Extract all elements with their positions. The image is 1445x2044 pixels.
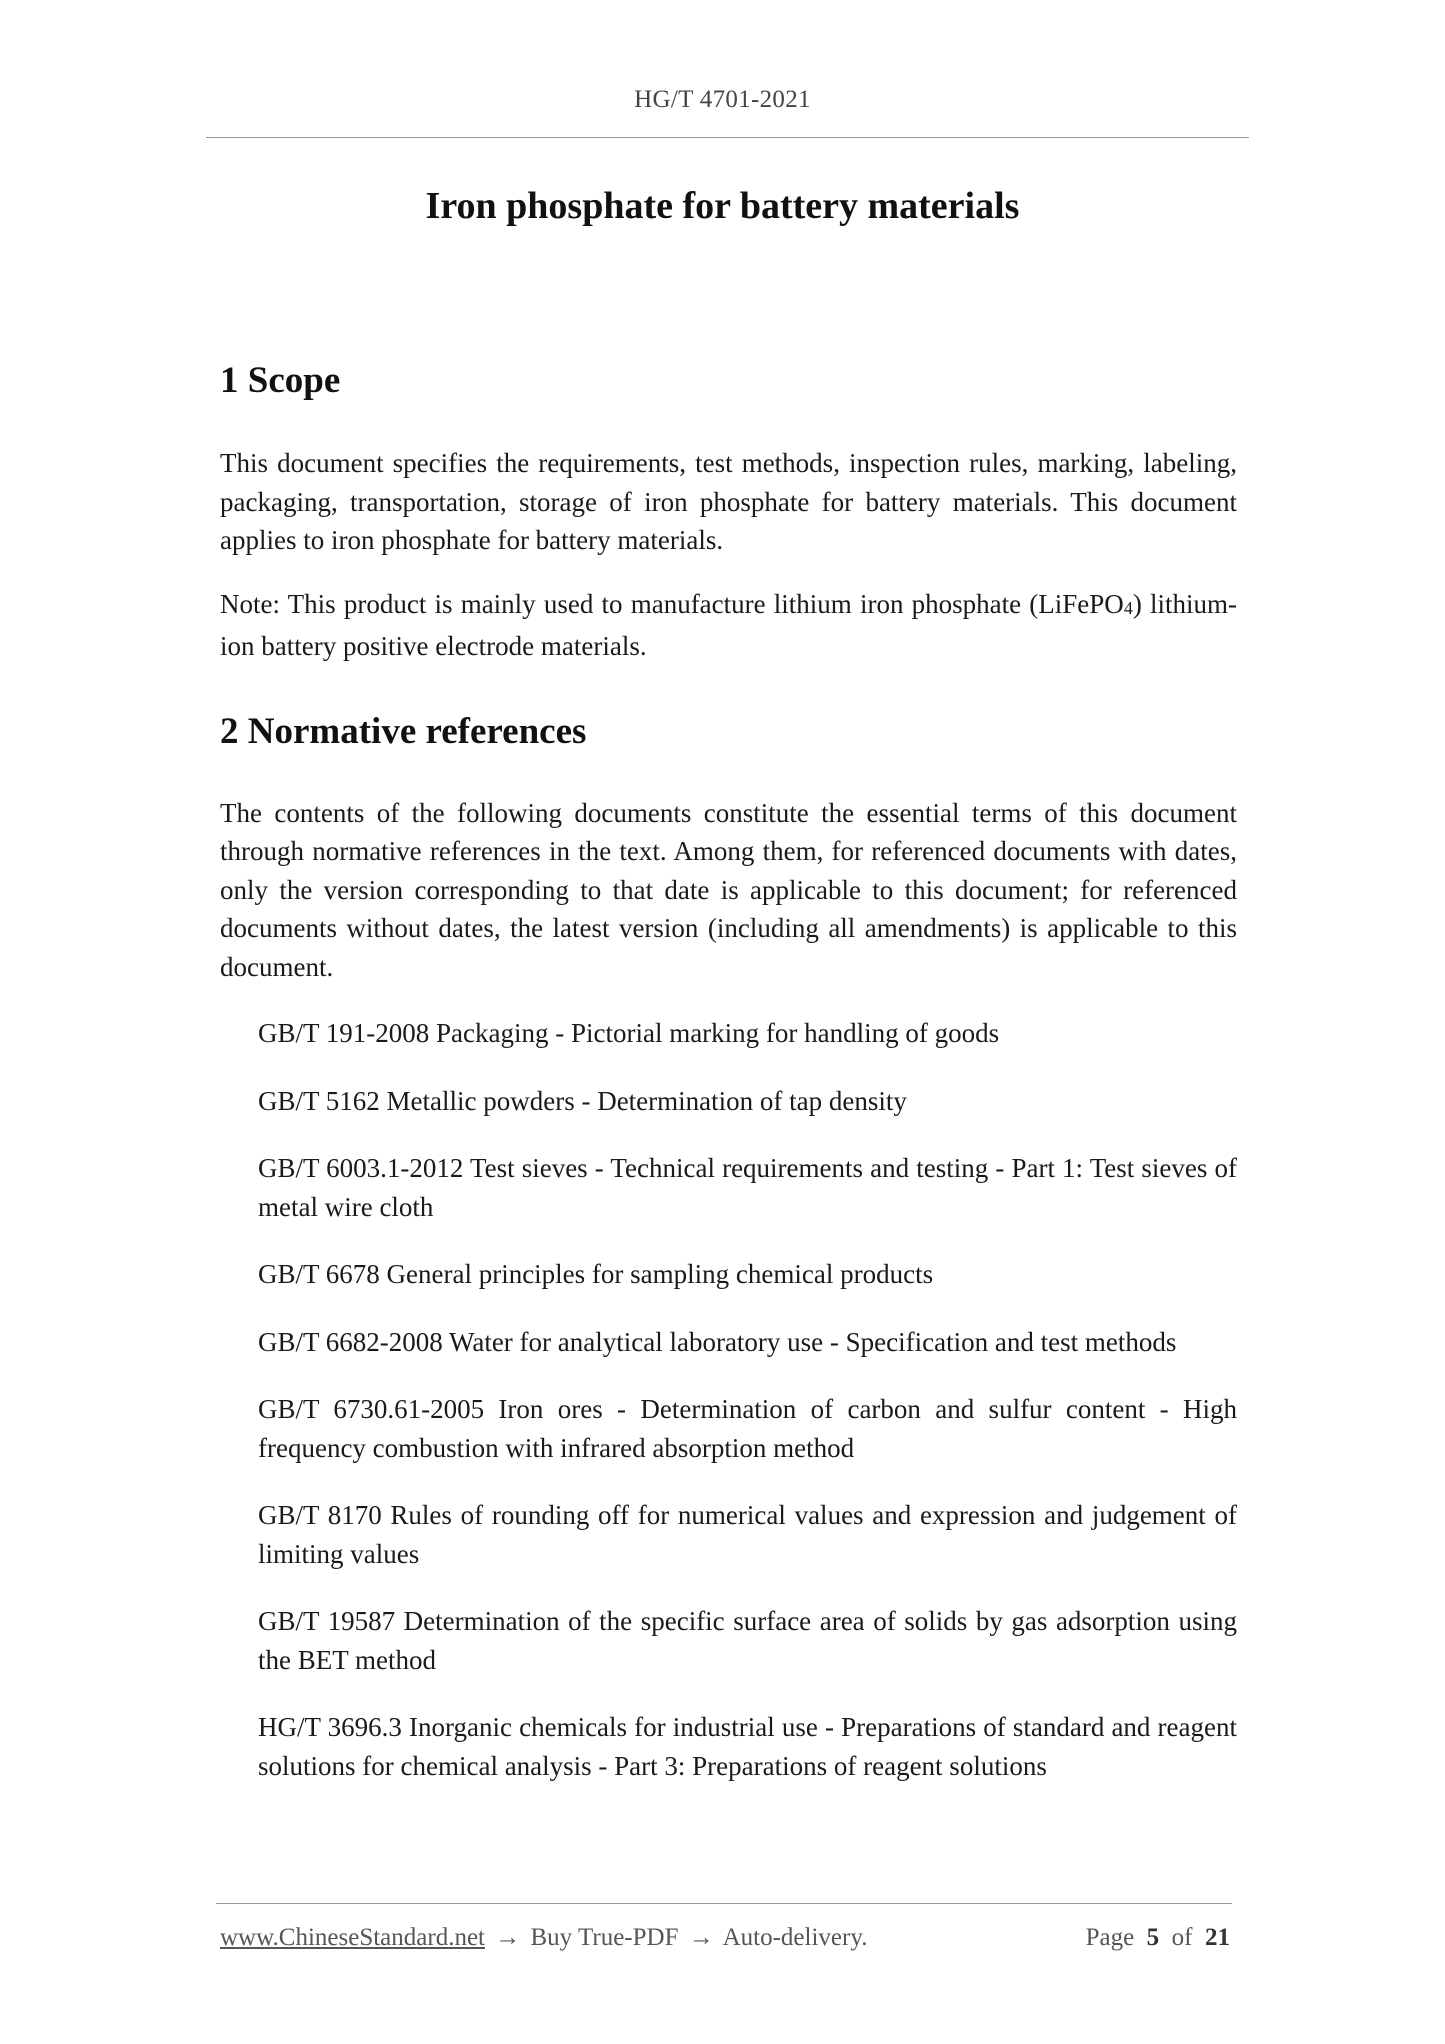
header-divider bbox=[206, 137, 1249, 138]
website-link[interactable]: www.ChineseStandard.net bbox=[220, 1924, 485, 1951]
scope-note-prefix: Note: This product is mainly used to manufacture lithium iron phosphate (LiFePO bbox=[220, 588, 1124, 619]
reference-item: GB/T 6003.1-2012 Test sieves - Technical requirements and testing - Part 1: Test sieves of metal wire cloth bbox=[258, 1153, 1237, 1222]
arrow-right-icon: → bbox=[688, 1924, 714, 1951]
reference-item: GB/T 6678 General principles for sampling chemical products bbox=[258, 1259, 934, 1289]
document-title: Iron phosphate for battery materials bbox=[425, 185, 1020, 227]
reference-item: HG/T 3696.3 Inorganic chemicals for industrial use - Preparations of standard and reagent solutions for chemical analysis - Part 3: Preparations of reagent solutions bbox=[258, 1712, 1237, 1781]
reference-item: GB/T 191-2008 Packaging - Pictorial marking for handling of goods bbox=[258, 1018, 1000, 1048]
normative-references-intro: The contents of the following documents constitute the essential terms of this document through normative references in the text. Among them, for referenced documents with dates, only the version corresponding to that date is applicable to this document; for referenced documents without dates, the latest version (including all amendments) is applicable to this document. bbox=[220, 797, 1237, 982]
scope-paragraph: This document specifies the requirements, test methods, inspection rules, marking, labeling, packaging, transportation, storage of iron phosphate for battery materials. This document applies to iron phosphate for battery materials. bbox=[220, 448, 1237, 555]
page-number bbox=[1086, 1924, 1230, 1952]
scope-note-subscript: 4 bbox=[1123, 597, 1133, 618]
reference-item: GB/T 8170 Rules of rounding off for numerical values and expression and judgement of limiting values bbox=[258, 1500, 1237, 1569]
auto-delivery-text: Auto-delivery. bbox=[722, 1924, 868, 1951]
page-current: 5 bbox=[1146, 1924, 1160, 1951]
arrow-right-icon: → bbox=[495, 1924, 521, 1951]
reference-item: GB/T 6730.61-2005 Iron ores - Determination of carbon and sulfur content - High frequency combustion with infrared absorption method bbox=[258, 1394, 1237, 1463]
header-standard-code: HG/T 4701-2021 bbox=[634, 86, 811, 113]
footer-divider bbox=[216, 1903, 1232, 1904]
page-footer bbox=[220, 1924, 1230, 1952]
section-heading-scope: 1 Scope bbox=[220, 360, 341, 401]
buy-true-pdf-text: Buy True-PDF bbox=[530, 1924, 679, 1951]
document-body bbox=[220, 355, 1237, 1814]
reference-item: GB/T 19587 Determination of the specific surface area of solids by gas adsorption using the BET method bbox=[258, 1606, 1237, 1675]
page-label: Page bbox=[1085, 1924, 1135, 1951]
page-total: 21 bbox=[1205, 1924, 1230, 1951]
reference-list bbox=[220, 1014, 1237, 1785]
footer-left bbox=[220, 1924, 867, 1952]
page-of-label: of bbox=[1171, 1924, 1193, 1951]
reference-item: GB/T 5162 Metallic powders - Determination of tap density bbox=[258, 1085, 907, 1116]
scope-note-suffix: ) lithium-ion battery positive electrode materials. bbox=[220, 588, 1237, 661]
scope-note bbox=[220, 585, 1237, 666]
reference-item: GB/T 6682-2008 Water for analytical laboratory use - Specification and test methods bbox=[258, 1326, 1177, 1357]
section-heading-normative-references: 2 Normative references bbox=[220, 710, 587, 752]
